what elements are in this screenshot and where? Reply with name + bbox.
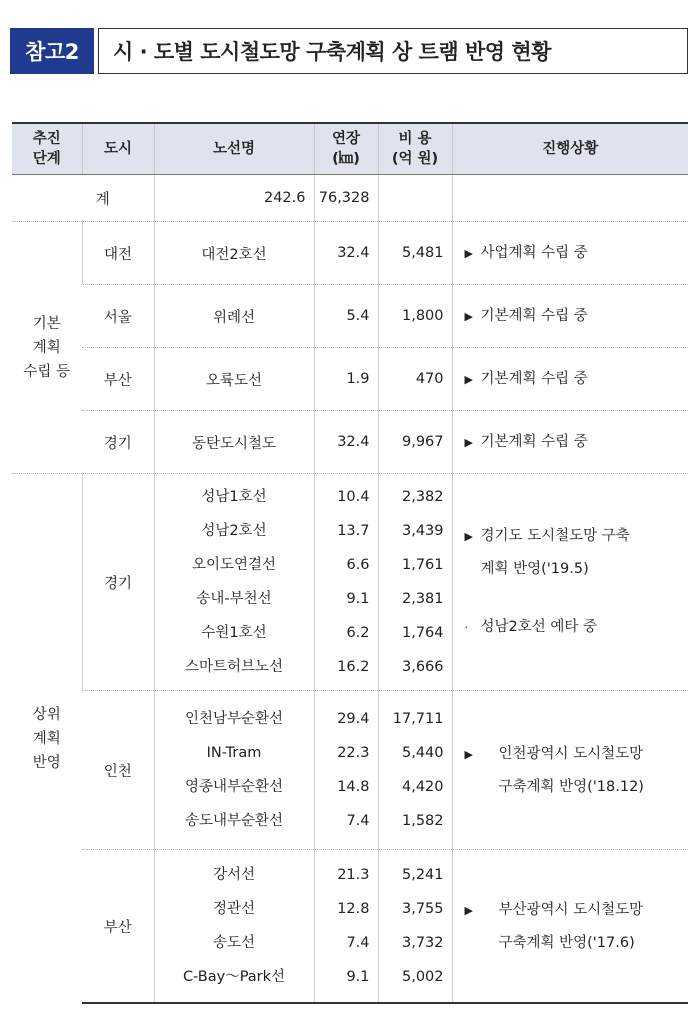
route-name: 스마트허브노선 <box>184 659 284 675</box>
route-name: 정관선 <box>212 901 256 917</box>
route-name: 수원1호선 <box>201 625 267 641</box>
length-value: 13.7 <box>337 523 370 539</box>
total-cost: 76,328 <box>314 175 378 222</box>
route-cell <box>154 691 314 850</box>
route-name: 인천남부순환선 <box>184 711 284 727</box>
route-name: 강서선 <box>212 867 256 883</box>
status-cell <box>452 474 688 691</box>
length-value: 14.8 <box>337 779 370 795</box>
table-row <box>12 411 688 474</box>
stage-basic: 기본 계획 수립 등 <box>12 222 82 474</box>
route-cell: 위례선 <box>154 285 314 348</box>
cost-value: 5,002 <box>401 969 444 985</box>
route-cell <box>154 474 314 691</box>
cost-cell: 1,800 <box>378 285 452 348</box>
length-value: 9.1 <box>346 969 370 985</box>
route-name: 송내-부천선 <box>196 591 272 607</box>
route-name: 성남2호선 <box>201 523 267 539</box>
route-name: C-Bay～Park선 <box>182 969 286 985</box>
status-cell <box>452 285 688 348</box>
route-cell: 동탄도시철도 <box>154 411 314 474</box>
route-name: IN-Tram <box>206 745 262 761</box>
status-text: 부산광역시 도시철도망 <box>498 901 644 918</box>
length-cell: 32.4 <box>314 411 378 474</box>
length-cell: 32.4 <box>314 222 378 285</box>
city-cell: 인천 <box>82 691 154 850</box>
cost-value: 3,755 <box>401 901 444 917</box>
length-value: 12.8 <box>337 901 370 917</box>
cost-value: 1,764 <box>401 625 444 641</box>
status-text: 경기도 도시철도망 구축 <box>480 528 630 544</box>
route-name: 영종내부순환선 <box>184 779 284 795</box>
length-value: 7.4 <box>346 813 370 829</box>
length-value: 7.4 <box>346 935 370 951</box>
table-row <box>12 222 688 285</box>
cost-value: 1,582 <box>401 813 444 829</box>
table-row <box>12 691 688 850</box>
route-cell: 오륙도선 <box>154 348 314 411</box>
status-text: 사업계획 수립 중 <box>480 244 588 261</box>
length-value: 10.4 <box>337 489 370 505</box>
city-cell: 서울 <box>82 285 154 348</box>
status-cell <box>452 411 688 474</box>
status-cell <box>452 348 688 411</box>
triangle-bullet-icon: ▶ <box>464 530 473 543</box>
city-cell: 대전 <box>82 222 154 285</box>
status-text: 구축계획 반영('18.12) <box>498 778 644 795</box>
col-cost: 비 용 (억 원) <box>378 123 452 175</box>
cost-value: 3,666 <box>401 659 444 675</box>
city-cell: 경기 <box>82 474 154 691</box>
cost-value: 5,241 <box>401 867 444 883</box>
length-cell <box>314 850 378 1004</box>
status-note: 성남2호선 예타 중 <box>480 619 597 635</box>
cost-value: 1,761 <box>401 557 444 573</box>
cost-cell <box>378 474 452 691</box>
cost-cell: 470 <box>378 348 452 411</box>
length-cell <box>314 474 378 691</box>
cost-value: 5,440 <box>401 745 444 761</box>
col-status: 진행상황 <box>452 123 688 175</box>
page-title: 시 · 도별 도시철도망 구축계획 상 트램 반영 현황 <box>98 28 688 74</box>
length-value: 9.1 <box>346 591 370 607</box>
status-cell <box>452 222 688 285</box>
cost-value: 3,439 <box>401 523 444 539</box>
route-cell <box>154 850 314 1004</box>
cost-cell <box>378 850 452 1004</box>
empty-cell <box>452 175 688 222</box>
cost-value: 2,382 <box>401 489 444 505</box>
total-label: 계 <box>12 175 154 222</box>
status-text: 계획 반영('19.5) <box>480 561 589 577</box>
cost-value: 17,711 <box>392 711 444 727</box>
dot-bullet-icon: · <box>464 621 468 634</box>
table-row <box>12 348 688 411</box>
col-route: 노선명 <box>154 123 314 175</box>
cost-value: 2,381 <box>401 591 444 607</box>
status-text: 기본계획 수립 중 <box>480 433 588 450</box>
stage-upper: 상위 계획 반영 <box>12 474 82 1004</box>
status-text: 구축계획 반영('17.6) <box>498 934 635 951</box>
cost-value: 4,420 <box>401 779 444 795</box>
city-cell: 부산 <box>82 850 154 1004</box>
tram-plan-table <box>12 122 688 1004</box>
triangle-bullet-icon: ▶ <box>464 309 473 323</box>
length-value: 6.6 <box>346 557 370 573</box>
length-cell <box>314 691 378 850</box>
length-cell: 5.4 <box>314 285 378 348</box>
title-bar <box>10 28 688 74</box>
triangle-bullet-icon: ▶ <box>464 747 473 761</box>
triangle-bullet-icon: ▶ <box>464 372 473 386</box>
length-value: 22.3 <box>337 745 370 761</box>
cost-cell <box>378 691 452 850</box>
route-name: 송도선 <box>212 935 256 951</box>
table-row <box>12 850 688 1004</box>
route-name: 오이도연결선 <box>191 557 277 573</box>
total-length: 242.6 <box>154 175 314 222</box>
route-name: 송도내부순환선 <box>184 813 284 829</box>
status-cell <box>452 691 688 850</box>
cost-value: 3,732 <box>401 935 444 951</box>
length-value: 6.2 <box>346 625 370 641</box>
triangle-bullet-icon: ▶ <box>464 435 473 449</box>
length-value: 21.3 <box>337 867 370 883</box>
cost-cell: 9,967 <box>378 411 452 474</box>
status-text: 기본계획 수립 중 <box>480 307 588 324</box>
triangle-bullet-icon: ▶ <box>464 903 473 917</box>
col-city: 도시 <box>82 123 154 175</box>
table-row <box>12 474 688 691</box>
route-cell: 대전2호선 <box>154 222 314 285</box>
status-text: 기본계획 수립 중 <box>480 370 588 387</box>
length-cell: 1.9 <box>314 348 378 411</box>
empty-cell <box>378 175 452 222</box>
city-cell: 경기 <box>82 411 154 474</box>
header-row <box>12 123 688 175</box>
table-row <box>12 285 688 348</box>
length-value: 16.2 <box>337 659 370 675</box>
reference-tag: 참고2 <box>10 28 94 74</box>
city-cell: 부산 <box>82 348 154 411</box>
col-stage: 추진 단계 <box>12 123 82 175</box>
length-value: 29.4 <box>337 711 370 727</box>
triangle-bullet-icon: ▶ <box>464 246 473 260</box>
status-cell <box>452 850 688 1004</box>
total-row <box>12 175 688 222</box>
route-name: 성남1호선 <box>201 489 267 505</box>
cost-cell: 5,481 <box>378 222 452 285</box>
status-text: 인천광역시 도시철도망 <box>498 745 644 762</box>
col-length: 연장 (㎞) <box>314 123 378 175</box>
